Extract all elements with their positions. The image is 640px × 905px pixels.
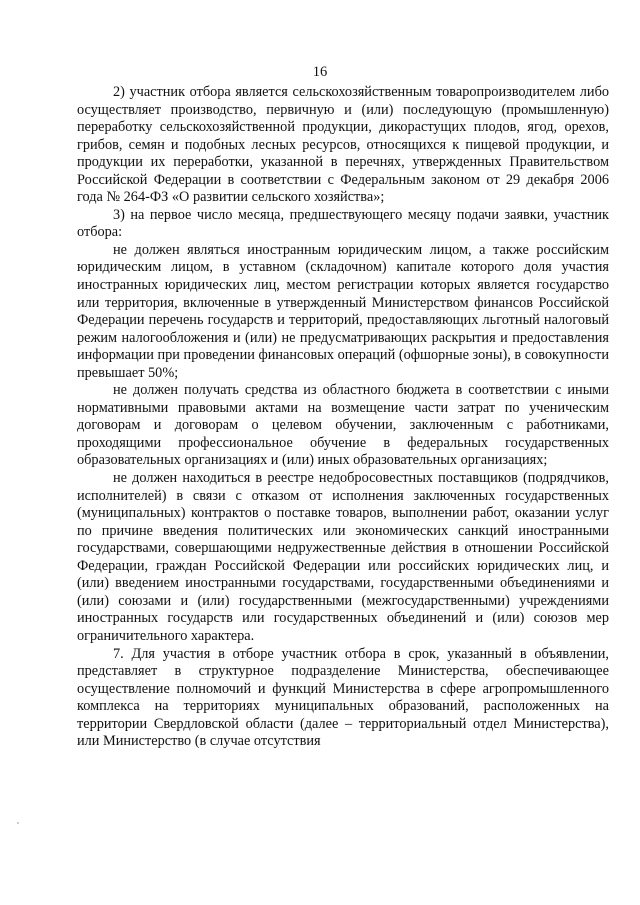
paragraph-item-3: 3) на первое число месяца, предшествующего месяцу подачи заявки, участник отбора: xyxy=(77,206,609,241)
body-text xyxy=(77,84,609,751)
paragraph-budget-funds: не должен получать средства из областного бюджета в соответствии с иными нормативными правовыми актами на возмещение части затрат по ученическим договорам и договорам о целевом обучении, заключенным с работниками, проходящими профессиональное обучение в федеральных государственных образовательных организациях и (или) иных образовательных организациях; xyxy=(77,382,609,469)
paragraph-unfair-suppliers-registry: не должен находиться в реестре недобросовестных поставщиков (подрядчиков, исполнителей) в связи с отказом от исполнения заключенных государственных (муниципальных) контрактов о поставке товаров, выполнении работ, оказании услуг по причине введения политических или экономических санкций иностранными государствами, совершающими недружественные действия в отношении Российской Федерации, граждан Российской Федерации или российских юридических лиц, и (или) введением иностранными государствами, государственными объединениями и (или) союзами и (или) государственными (межгосударственными) учреждениями иностранных государств или государственных объединений и (или) союзов мер ограничительного характера. xyxy=(77,470,609,644)
paragraph-foreign-entity: не должен являться иностранным юридическим лицом, а также российским юридическим лицом, в уставном (складочном) капитале которого доля участия иностранных юридических лиц, местом регистрации которых является государство или территория, включенные в утвержденный Министерством финансов Российской Федерации перечень государств и территорий, предоставляющих льготный налоговый режим налогообложения и (или) не предусматривающих раскрытия и предоставления информации при проведении финансовых операций (офшорные зоны), в совокупности превышает 50%; xyxy=(77,241,609,381)
paragraph-item-2: 2) участник отбора является сельскохозяйственным товаропроизводителем либо осуществляет производство, первичную и (или) последующую (промышленную) переработку сельскохозяйственной продукции, дикорастущих плодов, ягод, орехов, грибов, семян и подобных лесных ресурсов, относящихся к пищевой продукции, и продукции их переработки, указанной в перечнях, утвержденных Правительством Российской Федерации в соответствии с Федеральным законом от 29 декабря 2006 года № 264-ФЗ «О развитии сельского хозяйства»; xyxy=(77,84,609,206)
page-number: 16 xyxy=(312,64,328,80)
scan-artifact-dot xyxy=(17,822,19,824)
paragraph-section-7: 7. Для участия в отборе участник отбора в срок, указанный в объявлении, представляет в структурное подразделение Министерства, обеспечивающее осуществление полномочий и функций Министерства в сфере агропромышленного комплекса на территориях муниципальных образований, расположенных на территории Свердловской области (далее – территориальный отдел Министерства), или Министерство (в случае отсутствия xyxy=(77,645,609,750)
